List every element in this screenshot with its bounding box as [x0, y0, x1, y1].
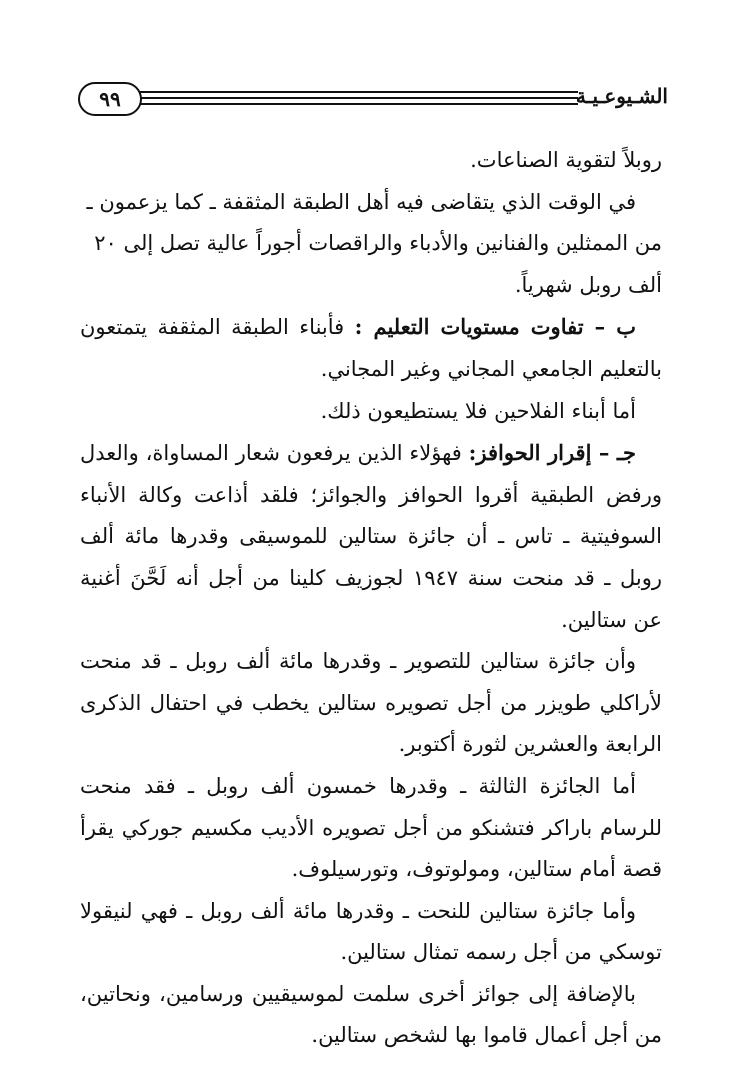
paragraph: [80, 974, 662, 1057]
section-heading: جـ – إقرار الحوافز:: [468, 440, 636, 466]
paragraph: [80, 432, 662, 641]
paragraph-text: وأن جائزة ستالين للتصوير ـ وقدرها مائة ألف روبل ـ قد منحت لأراكلي طويزر من أجل تصويره ستالين يخطب في احتفال الذكرى الرابعة والعشرين لثورة أكتوبر.: [80, 649, 662, 757]
paragraph-text: أما أبناء الفلاحين فلا يستطيعون ذلك.: [320, 398, 636, 423]
paragraph: [80, 766, 662, 891]
running-title: الشـيوعـيـة: [575, 84, 668, 108]
paragraph-text: فأبناء الطبقة المثقفة يتمتعون بالتعليم الجامعي المجاني وغير المجاني.: [80, 315, 662, 381]
section-heading: ب – تفاوت مستويات التعليم :: [354, 314, 637, 340]
page-number: ٩٩: [78, 82, 142, 116]
paragraph: [80, 891, 662, 974]
header-rule: [138, 91, 578, 93]
paragraph: روبلاً لتقوية الصناعات.: [470, 148, 662, 172]
paragraph-text: فهؤلاء الذين يرفعون شعار المساواة، والعدل ورفض الطبقية أقروا الحوافز والجوائز؛ فلقد أذاعت وكالة الأنباء السوفيتية ـ تاس ـ أن جائزة ستالين للموسيقى وقدرها مائة ألف روبل ـ قد منحت سنة ١٩٤٧ لجوزيف كلينا من أجل أنه لَحَّنَ أغنية عن ستالين.: [80, 441, 663, 632]
header-rule: [138, 97, 578, 99]
paragraph-text: بالإضافة إلى جوائز أخرى سلمت لموسيقيين ورسامين، ونحاتين، من أجل أعمال قاموا بها لشخص ستالين.: [80, 981, 662, 1048]
header-rule: [138, 103, 578, 105]
paragraph: [80, 641, 662, 766]
page-body: [80, 140, 662, 1057]
paragraph-text: في الوقت الذي يتقاضى فيه أهل الطبقة المثقفة ـ كما يزعمون ـ من الممثلين والفنانين والأدباء والراقصات أجوراً عالية تصل إلى ٢٠ ألف روبل شهرياً.: [86, 189, 662, 297]
paragraph: [80, 306, 662, 390]
paragraph: [80, 391, 662, 433]
paragraph-text: أما الجائزة الثالثة ـ وقدرها خمسون ألف روبل ـ فقد منحت للرسام باراكر فتشنكو من أجل تصويره الأديب مكسيم جوركي يقرأ قصة أمام ستالين، ومولوتوف، وتورسيلوف.: [80, 773, 662, 882]
page-header: [78, 82, 668, 118]
paragraph-text: وأما جائزة ستالين للنحت ـ وقدرها مائة ألف روبل ـ فهي لنيقولا توسكي من أجل رسمه تمثال ستالين.: [80, 898, 662, 965]
paragraph: [80, 182, 662, 307]
